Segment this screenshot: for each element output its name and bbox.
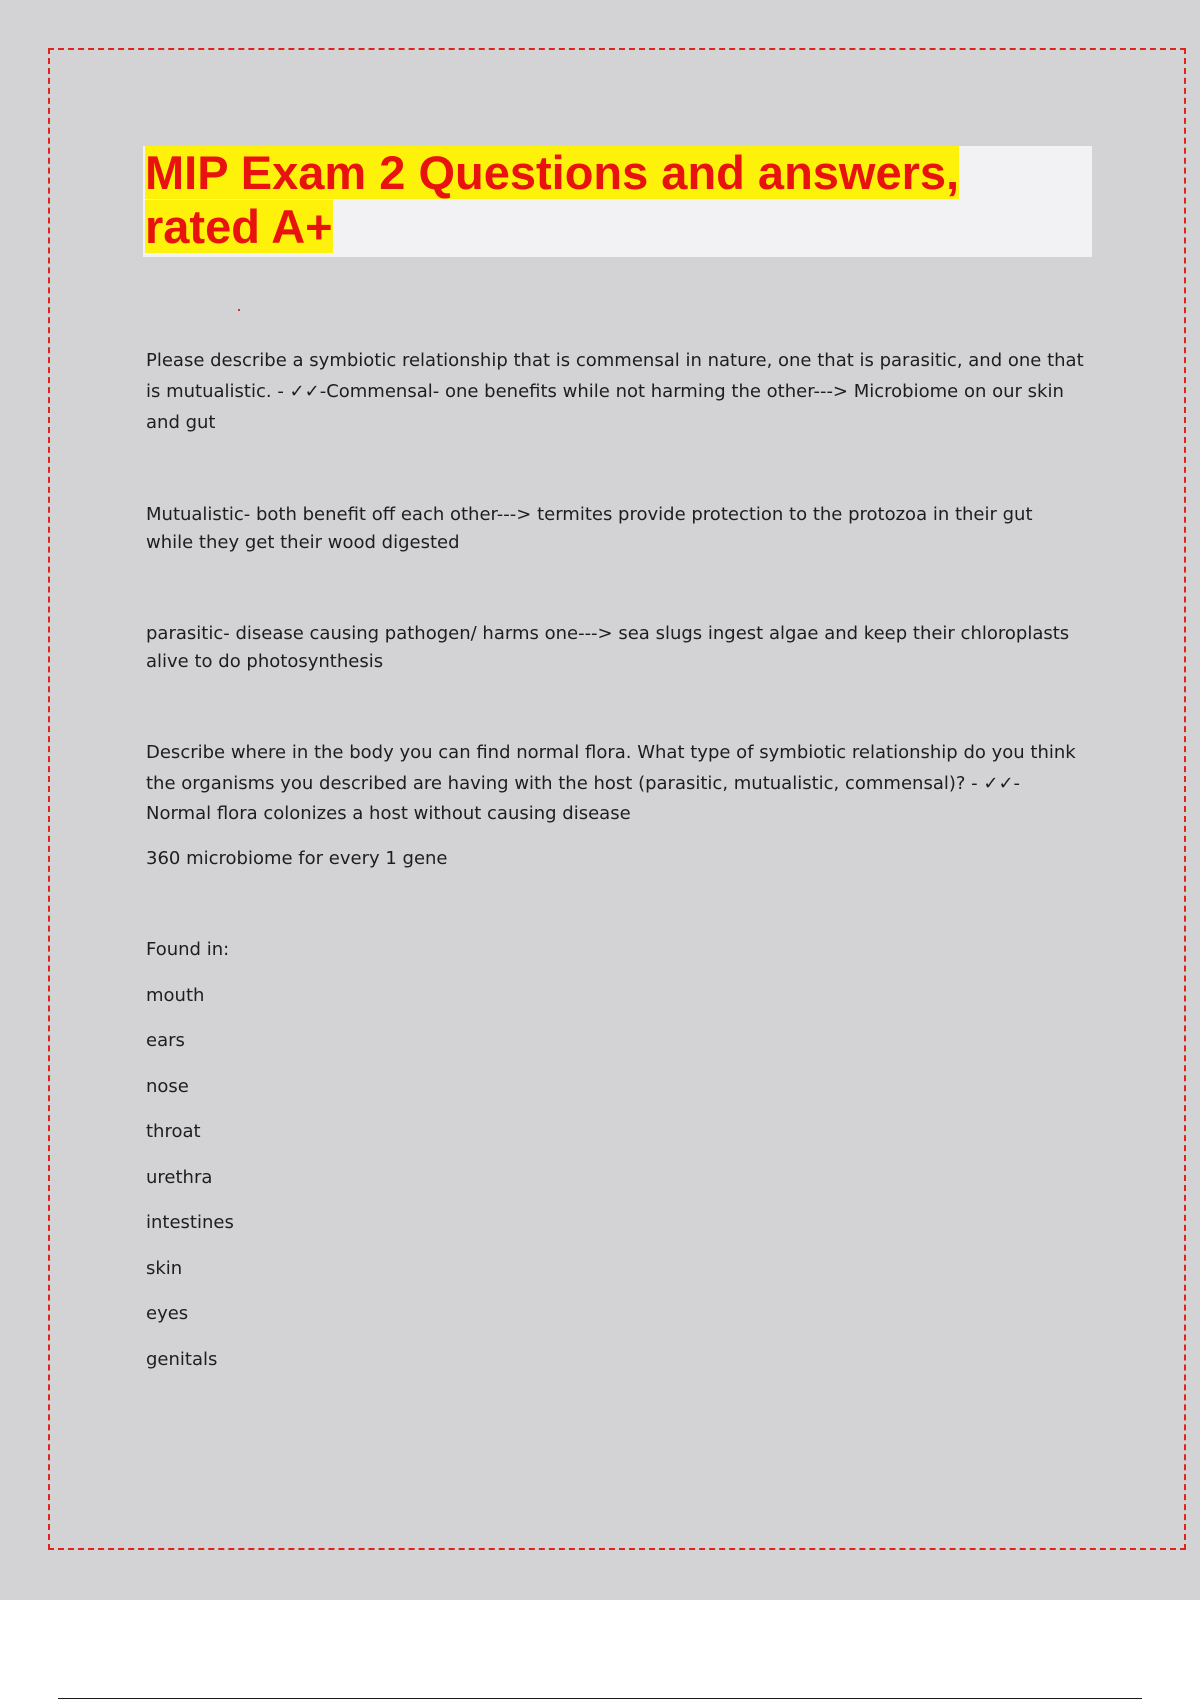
found-in-label: Found in:: [146, 939, 230, 960]
ratio-text: 360 microbiome for every 1 gene: [146, 848, 448, 869]
location-item: genitals: [146, 1349, 218, 1370]
parasitic-line-1: parasitic- disease causing pathogen/ harms one---> sea slugs ingest algae and keep their chloroplasts: [146, 623, 1070, 644]
stray-dot: [238, 309, 240, 311]
title-line-1: MIP Exam 2 Questions and answers,: [145, 146, 960, 199]
q2-line-2: the organisms you described are having with the host (parasitic, mutualistic, commensal)? - ✓✓-: [146, 773, 1021, 794]
mutualistic-line-2: while they get their wood digested: [146, 532, 460, 553]
mutualistic-line-1: Mutualistic- both benefit off each other---> termites provide protection to the protozoa in their gut: [146, 504, 1033, 525]
parasitic-line-2: alive to do photosynthesis: [146, 651, 384, 672]
q1-line-3: and gut: [146, 412, 216, 433]
location-item: eyes: [146, 1303, 189, 1324]
location-item: urethra: [146, 1167, 213, 1188]
location-item: ears: [146, 1030, 185, 1051]
location-item: mouth: [146, 985, 205, 1006]
title-line-2: rated A+: [145, 200, 333, 253]
location-item: nose: [146, 1076, 189, 1097]
document-title: [145, 146, 1045, 254]
next-page-rule: [58, 1698, 1142, 1699]
location-item: intestines: [146, 1212, 234, 1233]
q1-line-1: Please describe a symbiotic relationship that is commensal in nature, one that is parasitic, and one that: [146, 350, 1084, 371]
q1-line-2: is mutualistic. - ✓✓-Commensal- one benefits while not harming the other---> Microbiome on our skin: [146, 381, 1064, 402]
q2-line-1: Describe where in the body you can find normal flora. What type of symbiotic relationship do you think: [146, 742, 1076, 763]
location-item: skin: [146, 1258, 183, 1279]
location-item: throat: [146, 1121, 201, 1142]
q2-line-3: Normal flora colonizes a host without causing disease: [146, 803, 631, 824]
